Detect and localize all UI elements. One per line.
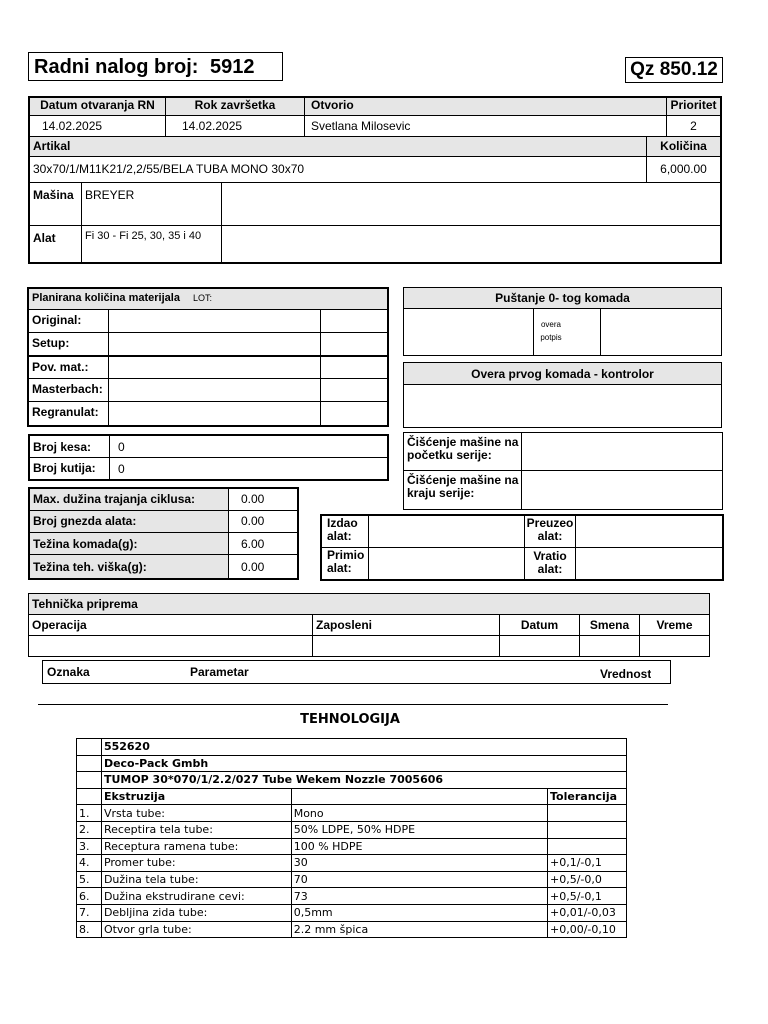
row-number: 5. [77,871,102,888]
table-row [77,888,627,905]
row-value: Mono [291,805,547,822]
material-value-cell [109,402,321,425]
table-row [77,821,627,838]
datum-value: 14.02.2025 [30,116,166,137]
row-tolerance [548,821,627,838]
prioritet-label: Prioritet [667,98,720,116]
row-name: Receptura ramena tube: [101,838,291,855]
table-row [77,904,627,921]
table-row [77,788,627,805]
param-value: 0.00 [241,560,265,574]
row-name: Promer tube: [101,855,291,872]
section-divider [38,704,668,705]
masina-label: Mašina [30,183,82,226]
row-tolerance [548,838,627,855]
material-lot-cell [321,356,387,379]
row-number: 6. [77,888,102,905]
order-code-box [625,57,723,83]
ciscenje-kraj-label: Čišćenje mašine na kraju serije: [404,471,522,509]
row-tolerance [548,805,627,822]
tehnologija-table [76,738,627,938]
table-row [77,921,627,938]
row-number: 3. [77,838,102,855]
kolicina-value: 6,000.00 [647,157,720,183]
broj-kutija-value: 0 [118,462,125,476]
rok-label: Rok završetka [166,98,305,116]
alat-value: Fi 30 - Fi 25, 30, 35 i 40 [82,226,222,262]
row-value: 100 % HDPE [291,838,547,855]
tehnicka-empty-cell [29,636,313,656]
broj-kesa-value: 0 [110,436,387,458]
kolicina-label: Količina [647,137,720,157]
broj-kutija-label: Broj kutija: [30,458,110,479]
row-tolerance: +0,1/-0,1 [548,855,627,872]
param-label: Max. dužina trajanja ciklusa: [30,489,229,511]
row-name: Debljina zida tube: [101,904,291,921]
tehnicka-empty-cell [580,636,640,656]
tehnicka-col-zaposleni: Zaposleni [313,615,500,636]
rok-value: 14.02.2025 [166,116,305,137]
material-value-cell [109,356,321,379]
order-code: Qz 850.12 [630,59,718,80]
row-number-cell [77,788,102,805]
row-value: 50% LDPE, 50% HDPE [291,821,547,838]
tolerance-header: Tolerancija [548,788,627,805]
material-value-cell [109,333,321,356]
datum-label: Datum otvaranja RN [30,98,166,116]
tehnologija-product: TUMOP 30*070/1/2.2/027 Tube Wekem Nozzle 7005606 [101,772,626,789]
material-value-cell [109,379,321,402]
overa-potpis-label: overa potpis [540,320,562,342]
row-tolerance: +0,00/-0,10 [548,921,627,938]
artikal-label: Artikal [30,137,647,157]
param-label: Težina teh. viška(g): [30,555,229,578]
material-lot-cell [321,310,387,333]
row-name: Dužina tela tube: [101,871,291,888]
section-value-cell [291,788,547,805]
row-number: 1. [77,805,102,822]
overa-prvog-box [403,384,722,428]
material-title-text: Planirana količina materijala [32,292,180,304]
row-number: 7. [77,904,102,921]
material-row-pov-mat: Pov. mat.: [29,356,109,379]
vratio-label: Vratio alat: [525,548,576,579]
row-number-cell [77,755,102,772]
table-row [77,855,627,872]
izdao-label: Izdao alat: [322,516,369,548]
row-value: 70 [291,871,547,888]
parametar-label: Parametar [190,665,249,679]
row-value: 0,5mm [291,904,547,921]
param-label: Broj gnezda alata: [30,511,229,533]
row-number-cell [77,772,102,789]
row-value: 30 [291,855,547,872]
material-row-original: Original: [29,310,109,333]
broj-kesa-label: Broj kesa: [30,436,110,458]
oznaka-row [42,660,671,684]
order-number: 5912 [210,56,255,78]
tehnicka-empty-cell [313,636,500,656]
row-value: 73 [291,888,547,905]
table-row [77,805,627,822]
table-row [77,772,627,789]
ciscenje-pocetak-cell [522,433,722,471]
row-name: Dužina ekstrudirane cevi: [101,888,291,905]
tehnologija-section: Ekstruzija [101,788,291,805]
overa-prvog-title: Overa prvog komada - kontrolor [403,362,722,385]
param-label: Težina komada(g): [30,533,229,555]
tehnicka-col-operacija: Operacija [29,615,313,636]
table-row [77,838,627,855]
material-lot-cell [321,379,387,402]
masina-notes [222,183,720,226]
row-name: Otvor grla tube: [101,921,291,938]
pustanje-title: Puštanje 0- tog komada [403,287,722,309]
tehnologija-code: 552620 [101,739,626,756]
order-title-box [28,52,283,81]
tehnologija-company: Deco-Pack Gmbh [101,755,626,772]
tehnicka-title: Tehnička priprema [28,593,710,615]
artikal-value: 30x70/1/M11K21/2,2/55/BELA TUBA MONO 30x70 [30,157,647,183]
param-value: 0.00 [229,511,297,533]
row-tolerance: +0,01/-0,03 [548,904,627,921]
table-row [77,871,627,888]
oznaka-label: Oznaka [47,665,90,679]
primio-label: Primio alat: [322,548,369,579]
row-number: 2. [77,821,102,838]
tehnicka-col-vreme: Vreme [640,615,709,636]
material-lot-cell [321,333,387,356]
otvorio-value: Svetlana Milosevic [305,116,667,137]
tehnologija-title: TEHNOLOGIJA [300,712,400,727]
tehnicka-empty-cell [500,636,580,656]
order-title-label: Radni nalog broj: [34,56,199,78]
tehnicka-col-smena: Smena [580,615,640,636]
param-value: 0.00 [229,489,297,511]
izdao-cell [369,516,525,548]
preuzeo-cell [576,516,722,548]
prioritet-value: 2 [667,116,720,137]
lot-label: LOT: [193,293,213,303]
material-row-masterbach: Masterbach: [29,379,109,402]
otvorio-label: Otvorio [305,98,667,116]
material-row-setup: Setup: [29,333,109,356]
row-name: Receptira tela tube: [101,821,291,838]
preuzeo-label: Preuzeo alat: [525,516,576,548]
primio-cell [369,548,525,579]
material-row-regranulat: Regranulat: [29,402,109,425]
alat-label: Alat [30,226,82,262]
row-value: 2.2 mm špica [291,921,547,938]
material-title [29,289,387,310]
row-number-cell [77,739,102,756]
table-row [77,739,627,756]
row-number: 8. [77,921,102,938]
ciscenje-pocetak-label: Čišćenje mašine na početku serije: [404,433,522,471]
row-tolerance: +0,5/-0,1 [548,888,627,905]
vrednost-label: Vrednost [600,667,652,681]
param-value: 6.00 [229,533,297,555]
row-name: Vrsta tube: [101,805,291,822]
masina-value: BREYER [82,183,222,226]
row-number: 4. [77,855,102,872]
tehnicka-col-datum: Datum [500,615,580,636]
material-value-cell [109,310,321,333]
row-tolerance: +0,5/-0,0 [548,871,627,888]
table-row [77,755,627,772]
